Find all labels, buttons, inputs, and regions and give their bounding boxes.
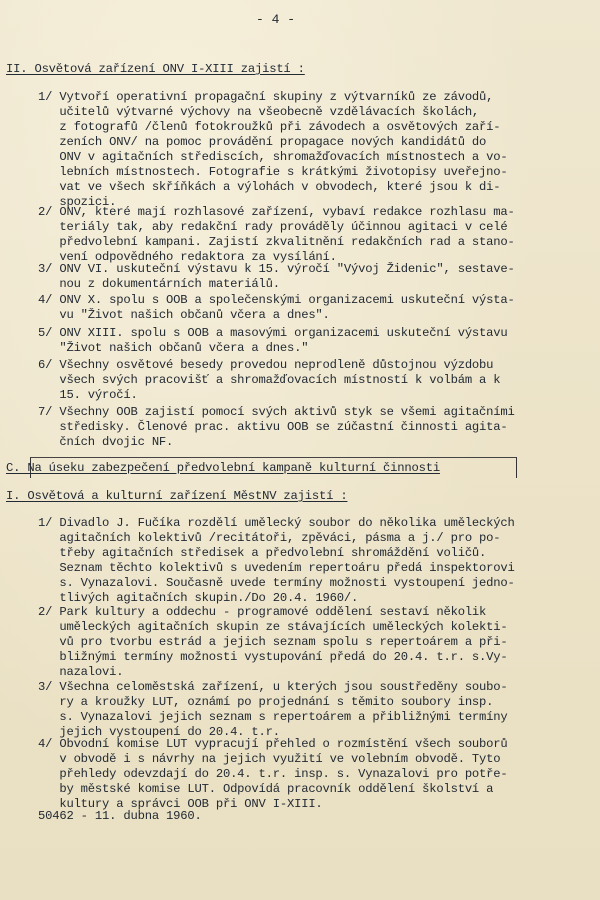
text-line-p7-0: 7/ Všechny OOB zajistí pomocí svých aktivů styk se všemi agitačními bbox=[38, 405, 515, 419]
text-line-q3-0: 3/ Všechna celoměstská zařízení, u kterých jsou soustředěny soubo- bbox=[38, 680, 508, 694]
text-line-p1-3: zeních ONV/ na pomoc provádění propagace nových kandidátů do bbox=[38, 135, 487, 149]
text-line-p1-0: 1/ Vytvoří operativní propagační skupiny z výtvarníků ze závodů, bbox=[38, 90, 494, 104]
text-line-p5-1: "Život našich občanů včera a dnes." bbox=[38, 341, 309, 355]
text-line-q4-3: by městské komise LUT. Odpovídá pracovník oddělení školství a bbox=[38, 782, 494, 796]
text-line-p7-2: čních dvojic NF. bbox=[38, 435, 174, 449]
text-line-p2-1: teriály tak, aby redakční rady prováděly účinnou agitaci v celé bbox=[38, 220, 508, 234]
text-line-p1-5: lebních místnostech. Fotografie s krátkými životopisy uveřejno- bbox=[38, 165, 508, 179]
text-line-hdr1-0: I. Osvětová a kulturní zařízení MěstNV zajistí : bbox=[6, 489, 348, 503]
text-line-p7-1: středisky. Členové prac. aktivu OOB se zúčastní činnosti agita- bbox=[38, 420, 508, 434]
text-line-q1-1: agitačních kolektivů /recitátoři, zpěváci, pásma a j./ pro po- bbox=[38, 531, 501, 545]
text-line-foot-0: 50462 - 11. dubna 1960. bbox=[38, 809, 202, 823]
text-line-q3-2: s. Vynazalovi jejich seznam s repertoárem a přibližnými termíny bbox=[38, 710, 508, 724]
text-line-q2-0: 2/ Park kultury a oddechu - programové oddělení sestaví několik bbox=[38, 605, 487, 619]
text-line-p3-1: nou z dokumentárních materiálů. bbox=[38, 277, 280, 291]
text-line-hdrC-0: C. Na úseku zabezpečení předvolební kampaně kulturní činnosti bbox=[6, 461, 440, 475]
text-line-q4-0: 4/ Obvodní komise LUT vypracují přehled o rozmístění všech souborů bbox=[38, 737, 508, 751]
text-line-p1-6: vat ve všech skříňkách a výlohách v obvodech, které jsou k di- bbox=[38, 180, 501, 194]
text-line-p6-0: 6/ Všechny osvětové besedy provedou neprodleně důstojnou výzdobu bbox=[38, 358, 494, 372]
text-line-p1-4: ONV v agitačních střediscích, shromažďovacích místnostech a vo- bbox=[38, 150, 508, 164]
text-line-p2-0: 2/ ONV, které mají rozhlasové zařízení, vybaví redakce rozhlasu ma- bbox=[38, 205, 515, 219]
text-line-q3-3: jejich vystoupení do 20.4. t.r. bbox=[38, 725, 280, 739]
text-line-p3-0: 3/ ONV VI. uskuteční výstavu k 15. výročí "Vývoj Židenic", sestave- bbox=[38, 262, 515, 276]
text-line-p1-7: spozici. bbox=[38, 195, 117, 209]
text-line-p6-2: 15. výročí. bbox=[38, 388, 138, 402]
page-number: - 4 - bbox=[256, 12, 296, 27]
text-line-p4-0: 4/ ONV X. spolu s OOB a společenskými organizacemi uskuteční výsta- bbox=[38, 293, 515, 307]
text-line-q4-4: kultury a správci OOB při ONV I-XIII. bbox=[38, 797, 323, 811]
text-line-q1-4: s. Vynazalovi. Současně uvede termíny možnosti vystoupení jedno- bbox=[38, 576, 515, 590]
text-line-p2-3: vení odpovědného redaktora za vysílání. bbox=[38, 250, 337, 264]
text-line-q4-1: v obvodě i s návrhy na jejich využití ve volebním obvodě. Tyto bbox=[38, 752, 501, 766]
text-line-p4-1: vu "Život našich občanů včera a dnes". bbox=[38, 308, 330, 322]
text-line-q2-1: uměleckých agitačních skupin ze stávajících uměleckých kolekti- bbox=[38, 620, 508, 634]
text-line-p2-2: předvolební kampani. Zajistí zkvalitnění redakčních rad a stano- bbox=[38, 235, 515, 249]
text-line-p6-1: všech svých pracovišť a shromažďovacích místností k volbám a k bbox=[38, 373, 501, 387]
text-line-q1-2: třeby agitačních středisek a předvolební shromáždění voličů. bbox=[38, 546, 487, 560]
text-line-p1-2: z fotografů /členů fotokroužků při závodech a osvětových zaří- bbox=[38, 120, 501, 134]
text-line-hdr2-0: II. Osvětová zařízení ONV I-XIII zajistí : bbox=[6, 62, 305, 76]
text-line-q4-2: přehledy odevzdají do 20.4. t.r. insp. s. Vynazalovi pro potře- bbox=[38, 767, 508, 781]
text-line-q1-5: tlivých agitačních skupin./Do 20.4. 1960/. bbox=[38, 591, 359, 605]
text-line-q1-3: Seznam těchto kolektivů s uvedením repertoáru předá inspektorovi bbox=[38, 561, 515, 575]
text-line-q2-3: bližnými termíny možnosti vystupování předá do 20.4. t.r. s.Vy- bbox=[38, 650, 508, 664]
text-line-q3-1: ry a kroužky LUT, oznámí po projednání s těmito soubory insp. bbox=[38, 695, 494, 709]
text-line-q2-2: vů pro tvorbu estrád a jejich seznam spolu s repertoárem a při- bbox=[38, 635, 508, 649]
text-line-p5-0: 5/ ONV XIII. spolu s OOB a masovými organizacemi uskuteční výstavu bbox=[38, 326, 508, 340]
text-line-p1-1: učitelů výtvarné výchovy na všeobecně vzdělávacích školách, bbox=[38, 105, 480, 119]
text-line-q1-0: 1/ Divadlo J. Fučíka rozdělí umělecký soubor do několika uměleckých bbox=[38, 516, 515, 530]
text-line-q2-4: nazalovi. bbox=[38, 665, 124, 679]
